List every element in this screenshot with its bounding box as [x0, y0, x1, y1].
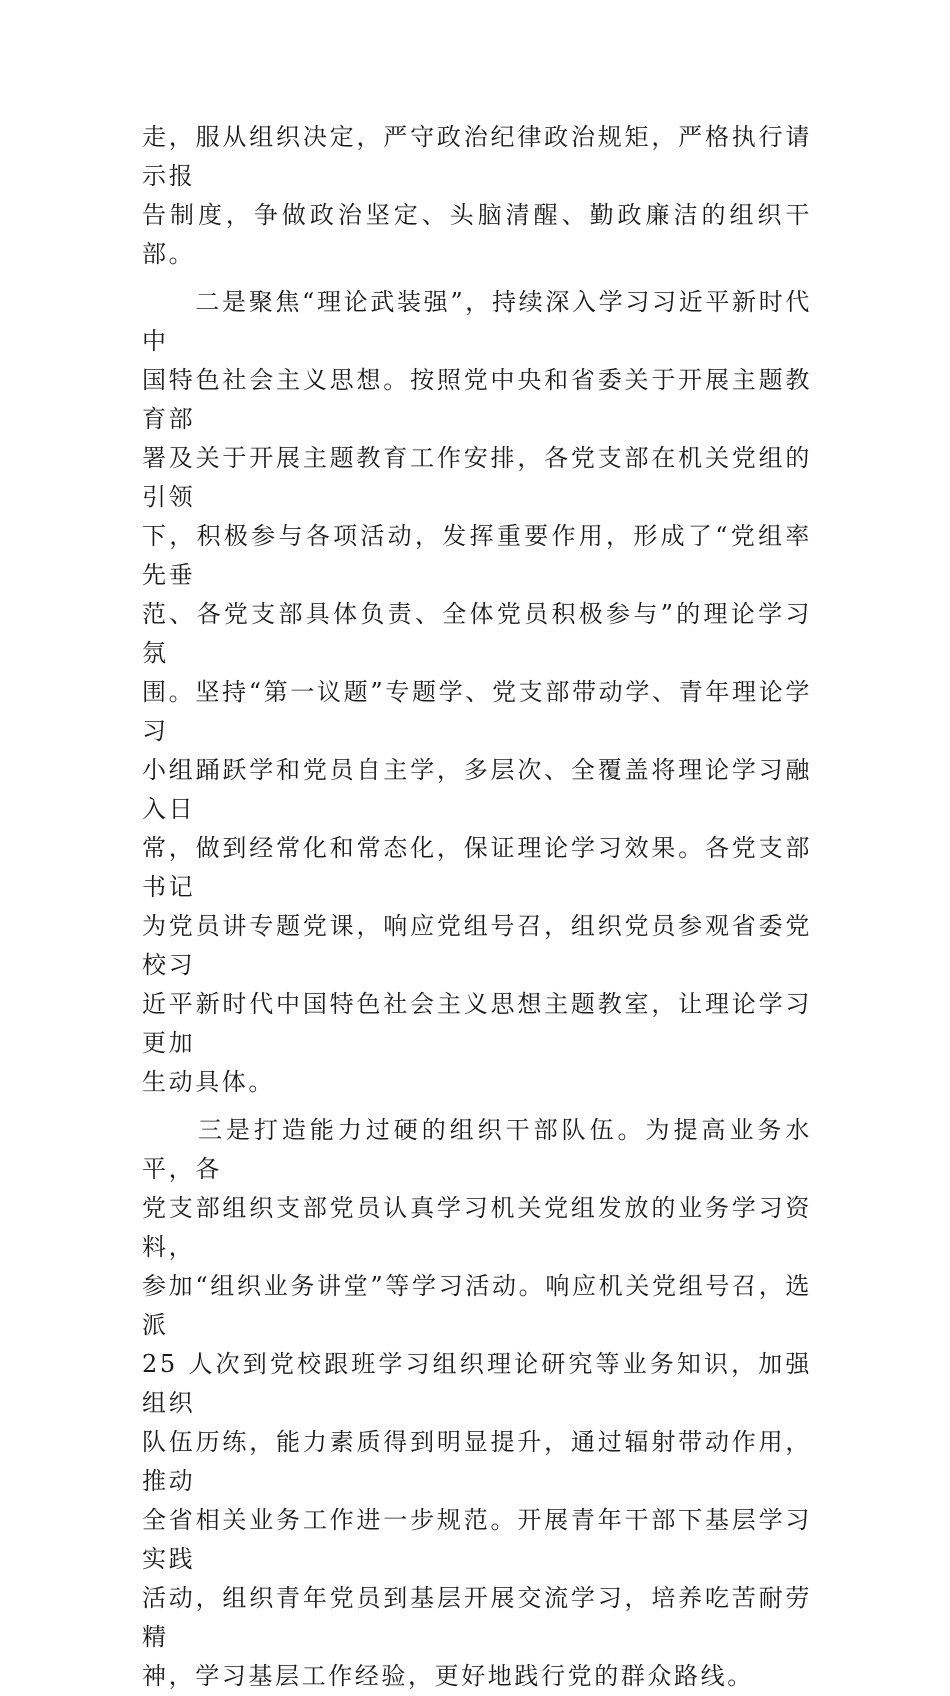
paragraph-continuation: 走，服从组织决定，严守政治纪律政治规矩，严格执行请示报 告制度，争做政治坚定、头脑清醒、勤政廉洁的组织干部。: [142, 123, 812, 268]
paragraph-cadre-team: 三是打造能力过硬的组织干部队伍。为提高业务水平，各 党支部组织支部党员认真学习机关党组发放的业务学习资料， 参加“组织业务讲堂”等学习活动。响应机关党组号召，选派 25 人次到党校跟班学习组织理论研究等业务知识，加强组织 队伍历练，能力素质得到明显提升，通过辐射带动作用，推动 全省相关业务工作进一步规范。开展青年干部下基层学习实践 活动，组织青年党员到基层开展交流学习，培养吃苦耐劳精 神，学习基层工作经验，更好地践行党的群众路线。: [142, 1116, 812, 1690]
document-page: [142, 118, 812, 1696]
paragraph-theory-study: 二是聚焦“理论武装强”，持续深入学习习近平新时代中 国特色社会主义思想。按照党中央和省委关于开展主题教育部 署及关于开展主题教育工作安排，各党支部在机关党组的引领 下，积极参与各项活动，发挥重要作用，形成了“党组率先垂 范、各党支部具体负责、全体党员积极参与”的理论学习氛 围。坚持“第一议题”专题学、党支部带动学、青年理论学习 小组踊跃学和党员自主学，多层次、全覆盖将理论学习融入日 常，做到经常化和常态化，保证理论学习效果。各党支部书记 为党员讲专题党课，响应党组号召，组织党员参观省委党校习 近平新时代中国特色社会主义思想主题教室，让理论学习更加 生动具体。: [142, 288, 812, 1096]
